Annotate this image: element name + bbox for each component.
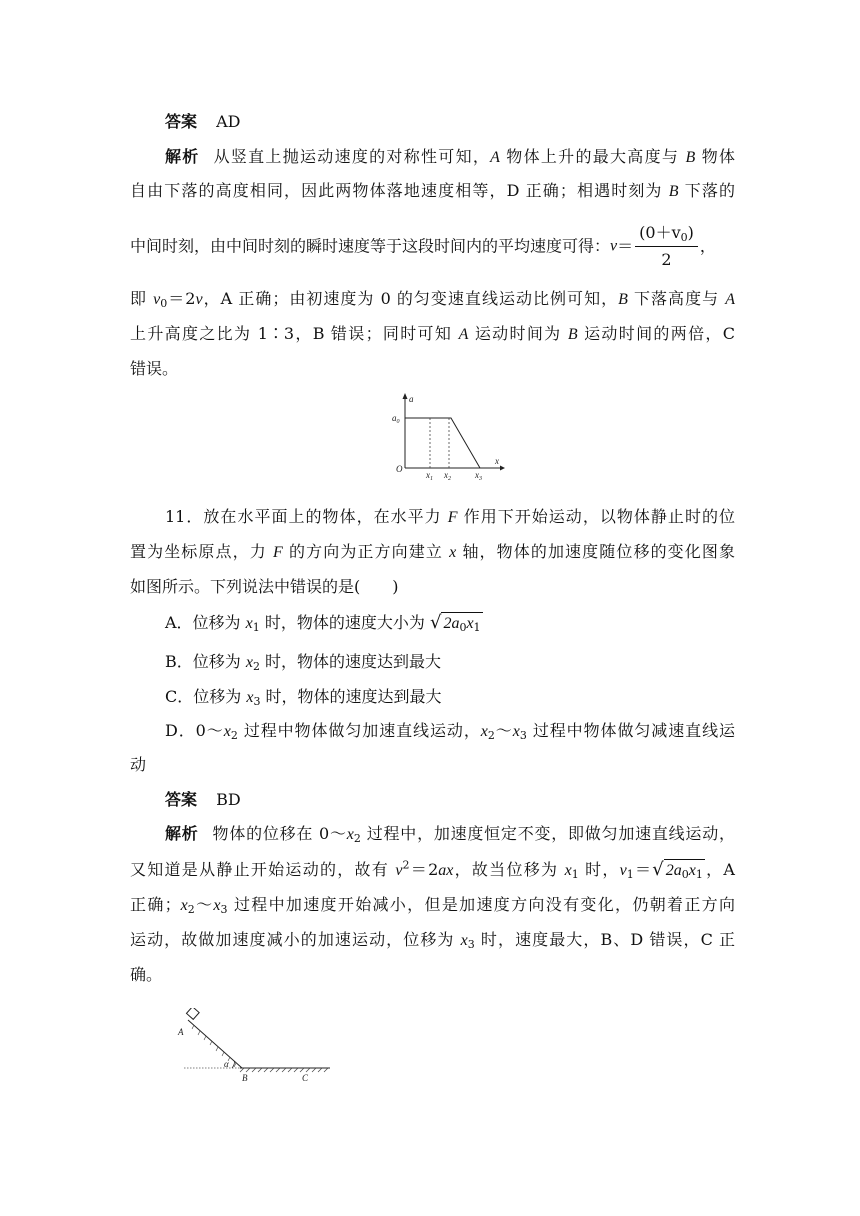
text: ＝2 xyxy=(409,860,439,879)
block xyxy=(186,1008,199,1019)
x2-main: x xyxy=(444,470,448,480)
q10-analysis-label: 解析 xyxy=(165,147,200,166)
text: (0＋v xyxy=(639,223,681,242)
var-B: B xyxy=(618,291,628,308)
subscript: 0 xyxy=(681,868,689,881)
var-x: x xyxy=(480,723,488,740)
fraction xyxy=(635,222,698,271)
a0-label xyxy=(392,413,400,425)
sqrt-radicand xyxy=(441,612,482,632)
var-x: x xyxy=(246,689,254,706)
text: ) xyxy=(687,223,694,242)
subscript: 3 xyxy=(253,695,261,708)
q11-stem-line1 xyxy=(165,506,735,529)
var-v: v xyxy=(395,862,403,879)
ground-hatching xyxy=(240,1068,328,1072)
x2-sub: 2 xyxy=(448,476,451,482)
var-B: B xyxy=(567,326,578,343)
text: 时， xyxy=(578,860,620,879)
subscript: 1 xyxy=(626,868,634,881)
text: 时，物体的速度大小为 xyxy=(259,613,430,632)
x1-main: x xyxy=(426,470,430,480)
text: ～ xyxy=(194,895,214,914)
label-A: A xyxy=(178,1027,184,1037)
text: 时，物体的速度达到最大 xyxy=(259,652,442,671)
text: 作用下开始运动，以物体静止时的位 xyxy=(457,507,735,526)
acceleration-displacement-graph xyxy=(388,392,508,482)
y-axis-arrow xyxy=(403,393,408,399)
subscript: 0 xyxy=(680,231,688,244)
q10-analysis-line6: 错误。 xyxy=(130,359,179,378)
text: 中间时刻，由中间时刻的瞬时速度等于这段时间内的平均速度可得： xyxy=(130,236,611,256)
text: 过程中，加速度恒定不变，即做匀加速直线运动， xyxy=(360,824,735,843)
x1-sub: 1 xyxy=(430,476,433,482)
x2-label xyxy=(443,470,451,482)
var-x: x xyxy=(245,615,253,632)
text: x xyxy=(688,862,696,879)
text: 正确； xyxy=(130,895,181,914)
var-x: x xyxy=(223,723,231,740)
var-v: v xyxy=(153,291,161,308)
subscript: 3 xyxy=(467,938,475,951)
q11-option-a xyxy=(165,612,735,635)
text: 物体上升的最大高度与 xyxy=(499,147,686,166)
subscript: 2 xyxy=(252,660,260,673)
text: 下落高度与 xyxy=(627,289,726,308)
subscript: 2 xyxy=(487,729,495,742)
q11-analysis-label: 解析 xyxy=(165,824,199,843)
text: D．0～ xyxy=(165,721,224,740)
text: ＝ xyxy=(617,236,634,256)
q11-option-c xyxy=(165,686,735,709)
text: ，A 正确；由初速度为 0 的匀变速直线运动比例可知， xyxy=(202,289,619,308)
superscript: 2 xyxy=(402,858,410,872)
text: 上升高度之比为 1∶3，B 错误；同时可知 xyxy=(130,324,459,343)
text: 运动时间的两倍，C xyxy=(577,324,735,343)
text: x xyxy=(466,615,474,632)
graph-curve xyxy=(405,418,480,468)
q11-option-b xyxy=(165,651,735,674)
text: 过程中加速度开始减小，但是加速度方向没有变化，仍朝着正方向 xyxy=(227,895,735,914)
q10-answer-line xyxy=(165,111,735,133)
text: 物体的位移在 0～ xyxy=(212,824,347,843)
text: 运动，故做加速度减小的加速运动，位移为 xyxy=(130,930,461,949)
var-A: A xyxy=(490,149,500,166)
var-x: x xyxy=(180,897,188,914)
q11-option-d xyxy=(165,720,735,743)
text: 的方向为正方向建立 xyxy=(282,542,450,561)
var-B: B xyxy=(685,149,696,166)
var-x: x xyxy=(449,544,457,561)
q11-option-d-cont: 动 xyxy=(130,755,147,774)
q11-answer-value: BD xyxy=(216,790,241,809)
text: 物体 xyxy=(695,147,735,166)
fraction-numerator xyxy=(635,222,698,247)
text: 从竖直上抛运动速度的对称性可知， xyxy=(213,147,491,166)
text: B．位移为 xyxy=(165,652,246,671)
text: A．位移为 xyxy=(165,613,246,632)
var-B: B xyxy=(668,183,679,200)
q11-analysis-line3 xyxy=(130,894,735,917)
incline-hatching xyxy=(192,1025,236,1067)
text: ，A xyxy=(704,860,735,879)
origin-label: O xyxy=(396,464,403,474)
var-v: v xyxy=(619,862,627,879)
text: 轴，物体的加速度随位移的变化图象 xyxy=(456,542,735,561)
q10-analysis-line1 xyxy=(165,146,735,169)
y-axis-label: a xyxy=(409,394,414,404)
var-A: A xyxy=(725,291,736,308)
q11-analysis-line2 xyxy=(130,859,735,882)
text: 过程中物体做匀减速直线运 xyxy=(526,721,735,740)
sqrt-sign: √ xyxy=(652,859,664,880)
q11-stem-line3: 如图所示。下列说法中错误的是( ) xyxy=(130,577,399,596)
var-v: v xyxy=(195,291,203,308)
subscript: 2 xyxy=(187,903,195,916)
q11-analysis-line5: 确。 xyxy=(130,965,163,984)
var-v: v xyxy=(610,237,618,255)
text: 即 xyxy=(130,289,154,308)
x3-label xyxy=(474,470,482,482)
subscript: 2 xyxy=(353,832,361,845)
text: 运动时间为 xyxy=(468,324,568,343)
text: ， xyxy=(699,236,716,256)
q10-analysis-line4 xyxy=(130,288,735,311)
text: 又知道是从静止开始运动的，故有 xyxy=(130,860,396,879)
x1-label xyxy=(425,470,433,482)
incline-line xyxy=(188,1020,242,1068)
var-x: x xyxy=(460,932,468,949)
subscript: 3 xyxy=(519,729,527,742)
subscript: 0 xyxy=(160,297,168,310)
a0-main: a xyxy=(392,413,397,423)
text: ～ xyxy=(494,721,513,740)
q10-answer-label: 答案 xyxy=(165,112,198,131)
x3-main: x xyxy=(475,470,479,480)
var-x: x xyxy=(564,862,572,879)
label-C: C xyxy=(302,1073,309,1083)
subscript: 3 xyxy=(220,903,228,916)
a0-sub: 0 xyxy=(396,419,400,425)
text: 置为坐标原点，力 xyxy=(130,542,274,561)
subscript: 2 xyxy=(230,729,238,742)
var-ax: ax xyxy=(438,862,454,879)
text: 11．放在水平面上的物体，在水平力 xyxy=(165,507,448,526)
q10-analysis-line3 xyxy=(130,222,735,268)
q11-answer-line xyxy=(165,789,735,811)
x-axis-label: x xyxy=(495,456,499,466)
q11-answer-label: 答案 xyxy=(165,790,198,809)
text: ＝ xyxy=(633,860,653,879)
text: 时，速度最大，B、D 错误，C 正 xyxy=(474,930,735,949)
x3-sub: 3 xyxy=(479,476,482,482)
subscript: 1 xyxy=(252,621,260,634)
var-x: x xyxy=(346,826,354,843)
text: 下落的 xyxy=(678,181,735,200)
sqrt-sign: √ xyxy=(429,612,442,633)
q11-analysis-line4 xyxy=(130,929,735,952)
text: C．位移为 xyxy=(165,687,247,706)
sqrt-radicand xyxy=(664,859,705,879)
text: 2a xyxy=(443,615,460,632)
subscript: 1 xyxy=(473,621,481,634)
text: 自由下落的高度相同，因此两物体落地速度相等，D 正确；相遇时刻为 xyxy=(130,181,669,200)
label-B: B xyxy=(242,1073,248,1083)
label-alpha: α xyxy=(224,1059,229,1069)
subscript: 1 xyxy=(571,868,579,881)
text: ＝2 xyxy=(167,289,196,308)
var-x: x xyxy=(245,654,253,671)
var-F: F xyxy=(447,509,458,526)
subscript: 0 xyxy=(459,621,467,634)
x-axis-arrow xyxy=(500,466,505,471)
q11-analysis-line1 xyxy=(165,823,735,846)
fraction-denominator: 2 xyxy=(661,250,672,269)
q10-analysis-line5 xyxy=(130,323,735,346)
text: 2a xyxy=(665,862,682,879)
var-x: x xyxy=(512,723,520,740)
graph-svg xyxy=(388,392,508,482)
incline-svg xyxy=(170,1008,340,1088)
var-x: x xyxy=(213,897,221,914)
q11-stem-line2 xyxy=(130,541,735,564)
incline-figure xyxy=(170,1008,340,1088)
q10-answer-value: AD xyxy=(216,112,241,131)
text: 过程中物体做匀加速直线运动， xyxy=(237,721,481,740)
text: ，故当位移为 xyxy=(453,860,565,879)
q10-analysis-line2 xyxy=(130,180,735,203)
text: 时，物体的速度达到最大 xyxy=(260,687,442,706)
var-A: A xyxy=(458,326,469,343)
var-F: F xyxy=(273,544,283,561)
subscript: 1 xyxy=(695,868,703,881)
